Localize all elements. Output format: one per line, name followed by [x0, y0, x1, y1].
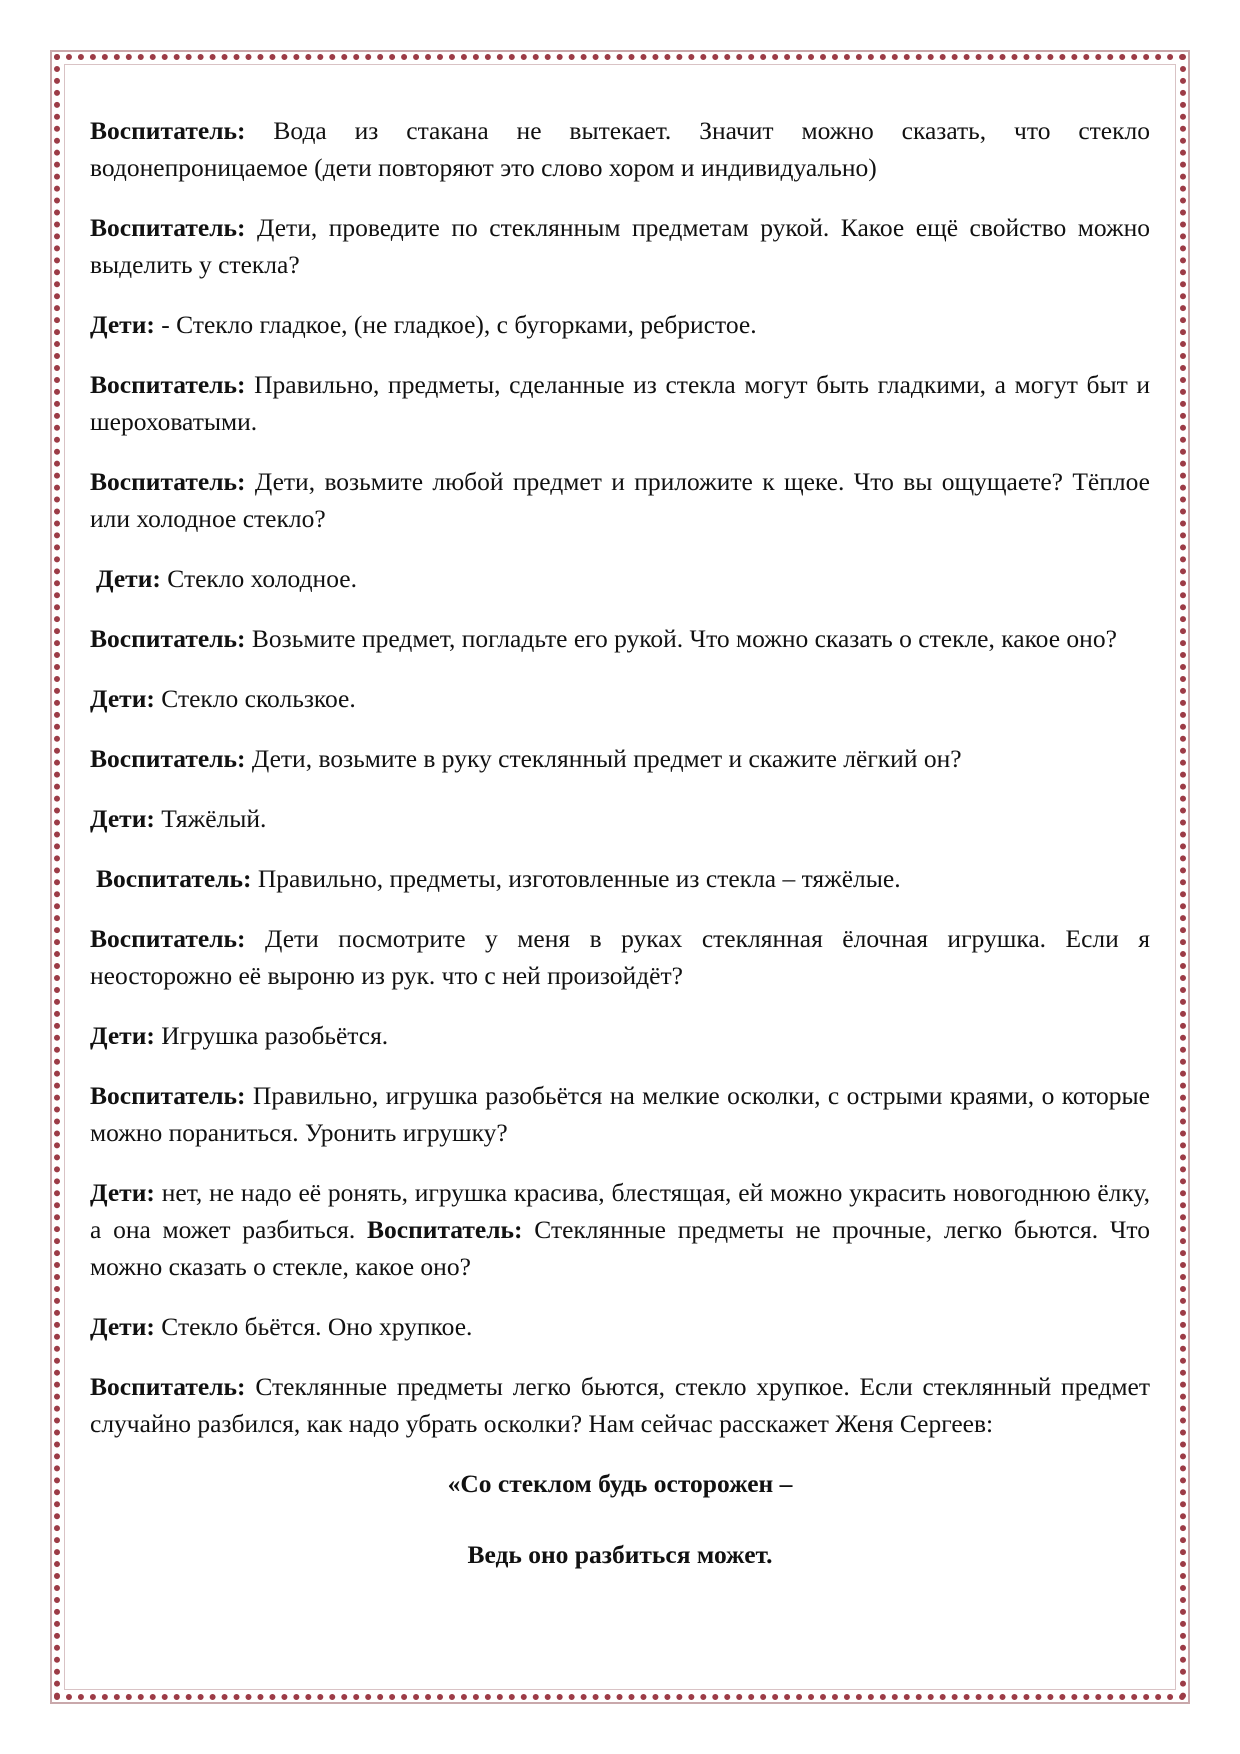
speaker-label: Дети: — [90, 684, 155, 713]
dialogue-line — [90, 860, 1150, 897]
line-text: Тяжёлый. — [154, 804, 267, 833]
speaker-label: Воспитатель: — [90, 370, 246, 399]
document-body — [90, 112, 1150, 1607]
line-text: Правильно, предметы, сделанные из стекла могут быть гладкими, а могут быт и шероховатыми. — [90, 370, 1150, 436]
dialogue-line — [90, 740, 1150, 777]
speaker-label: Дети: — [90, 804, 155, 833]
line-text: Игрушка разобьётся. — [154, 1021, 389, 1050]
line-text: Правильно, предметы, изготовленные из стекла – тяжёлые. — [251, 864, 901, 893]
line-text: Дети посмотрите у меня в руках стеклянная ёлочная игрушка. Если я неосторожно её выроню из рук. что с ней произойдёт? — [90, 924, 1150, 990]
speaker-label: Дети: — [96, 564, 161, 593]
speaker-label: Дети: — [90, 1021, 155, 1050]
speaker-label: Воспитатель: — [90, 116, 246, 145]
dialogue-line — [90, 920, 1150, 994]
speaker-label: Дети: — [90, 310, 155, 339]
dialogue-line — [90, 1368, 1150, 1442]
dialogue-line — [90, 112, 1150, 186]
speaker-label: Воспитатель: — [90, 624, 246, 653]
line-text: Дети, возьмите в руку стеклянный предмет и скажите лёгкий он? — [245, 744, 962, 773]
line-text: Возьмите предмет, погладьте его рукой. Что можно сказать о стекле, какое оно? — [245, 624, 1117, 653]
dialogue-line — [90, 800, 1150, 837]
speaker-label: Воспитатель: — [90, 467, 246, 496]
dialogue-line — [90, 366, 1150, 440]
speaker-label: Воспитатель: — [90, 1372, 246, 1401]
speaker-label: Воспитатель: — [90, 924, 246, 953]
speaker-label: Воспитатель: — [96, 864, 252, 893]
line-text: Правильно, игрушка разобьётся на мелкие осколки, с острыми краями, о которые можно пораниться. Уронить игрушку? — [90, 1081, 1150, 1147]
line-text: Дети, проведите по стеклянным предметам рукой. Какое ещё свойство можно выделить у стекла? — [90, 213, 1150, 279]
dialogue-line — [90, 1174, 1150, 1285]
line-text: Стеклянные предметы легко бьются, стекло хрупкое. Если стеклянный предмет случайно разбился, как надо убрать осколки? Нам сейчас расскажет Женя Сергеев: — [90, 1372, 1150, 1438]
line-text: нет, не надо её ронять, игрушка красива, блестящая, ей можно украсить новогоднюю ёлку, а она может разбиться. — [90, 1178, 1150, 1244]
dialogue-line — [90, 463, 1150, 537]
line-text: Стекло скользкое. — [154, 684, 356, 713]
line-text: Вода из стакана не вытекает. Значит можно сказать, что стекло водонепроницаемое (дети повторяют это слово хором и индивидуально) — [90, 116, 1150, 182]
speaker-label: Дети: — [90, 1178, 155, 1207]
line-text: Дети, возьмите любой предмет и приложите к щеке. Что вы ощущаете? Тёплое или холодное стекло? — [90, 467, 1150, 533]
line-text: Стеклянные предметы не прочные, легко бьются. Что можно сказать о стекле, какое оно? — [90, 1215, 1150, 1281]
line-text: - Стекло гладкое, (не гладкое), с бугорками, ребристое. — [154, 310, 757, 339]
dialogue-line — [90, 1308, 1150, 1345]
poem-line: Ведь оно разбиться может. — [467, 1540, 773, 1569]
line-text: Стекло холодное. — [160, 564, 357, 593]
speaker-label: Воспитатель: — [90, 1081, 246, 1110]
line-text: Стекло бьётся. Оно хрупкое. — [154, 1312, 473, 1341]
dialogue-line — [90, 306, 1150, 343]
dialogue-line — [90, 1017, 1150, 1054]
speaker-label: Воспитатель: — [90, 213, 246, 242]
dialogue-line — [90, 680, 1150, 717]
speaker-label: Воспитатель: — [90, 744, 246, 773]
speaker-label: Дети: — [90, 1312, 155, 1341]
dialogue-line — [90, 1077, 1150, 1151]
dialogue-line — [90, 560, 1150, 597]
dialogue-line — [90, 620, 1150, 657]
speaker-label: Воспитатель: — [367, 1215, 523, 1244]
dialogue-line — [90, 209, 1150, 283]
poem-line: «Со стеклом будь осторожен – — [447, 1469, 793, 1498]
